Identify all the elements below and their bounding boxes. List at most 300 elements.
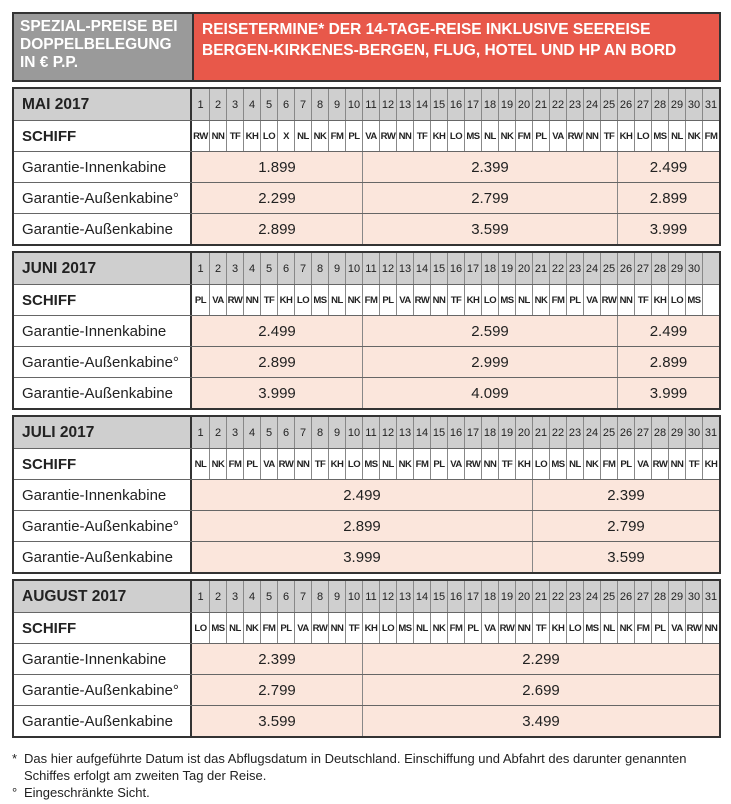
day-number: 1: [192, 581, 209, 612]
day-number: 20: [515, 253, 532, 284]
day-number: 13: [396, 253, 413, 284]
cabin-label: Garantie-Außenkabine°: [14, 347, 192, 377]
ship-code: NK: [685, 121, 702, 151]
ship-code: NL: [413, 613, 430, 643]
day-number: 20: [515, 581, 532, 612]
month-title: MAI 2017: [14, 89, 192, 120]
day-number: 5: [260, 581, 277, 612]
price-segments: [192, 644, 719, 674]
ship-code: MS: [498, 285, 515, 315]
price-value: 2.899: [192, 347, 362, 377]
ship-code: X: [277, 121, 294, 151]
day-number: 24: [583, 581, 600, 612]
month-block: [12, 251, 721, 410]
ship-code: NL: [226, 613, 243, 643]
day-number: 4: [243, 253, 260, 284]
day-number: 13: [396, 89, 413, 120]
ship-code: TF: [532, 613, 549, 643]
day-number: 7: [294, 253, 311, 284]
day-number: 14: [413, 253, 430, 284]
ship-code: RW: [464, 449, 481, 479]
ship-code: NL: [294, 121, 311, 151]
price-segments: [192, 542, 719, 572]
price-row: [14, 182, 719, 213]
ship-code: RW: [413, 285, 430, 315]
ship-code: TF: [226, 121, 243, 151]
day-number: 8: [311, 89, 328, 120]
ship-code: TF: [447, 285, 464, 315]
price-value: 1.899: [192, 152, 362, 182]
day-numbers: [192, 417, 719, 448]
day-number: 29: [668, 89, 685, 120]
day-number: 29: [668, 253, 685, 284]
day-number: 28: [651, 253, 668, 284]
day-number: 23: [566, 89, 583, 120]
day-number: 3: [226, 89, 243, 120]
ship-code: TF: [685, 449, 702, 479]
day-number: 31: [702, 417, 719, 448]
day-number: 14: [413, 581, 430, 612]
day-number: 19: [498, 89, 515, 120]
ship-codes: [192, 121, 719, 151]
ship-code: LO: [192, 613, 209, 643]
ship-code: MS: [209, 613, 226, 643]
day-number: 24: [583, 89, 600, 120]
price-value: 2.699: [362, 675, 719, 705]
day-number: 2: [209, 89, 226, 120]
ship-row: [14, 612, 719, 643]
ship-label: SCHIFF: [14, 121, 192, 151]
cabin-label: Garantie-Außenkabine°: [14, 675, 192, 705]
day-number: 11: [362, 417, 379, 448]
cabin-label: Garantie-Innenkabine: [14, 644, 192, 674]
day-number: 28: [651, 417, 668, 448]
price-value: 2.399: [192, 644, 362, 674]
day-number: 25: [600, 89, 617, 120]
ship-label: SCHIFF: [14, 285, 192, 315]
day-number: 17: [464, 89, 481, 120]
ship-code: VA: [362, 121, 379, 151]
day-number: 18: [481, 89, 498, 120]
ship-code: VA: [209, 285, 226, 315]
ship-code: NN: [328, 613, 345, 643]
ship-code: KH: [549, 613, 566, 643]
ship-code: MS: [651, 121, 668, 151]
ship-code: PL: [192, 285, 209, 315]
ship-code: NN: [583, 121, 600, 151]
ship-code: VA: [583, 285, 600, 315]
day-number: 13: [396, 581, 413, 612]
ship-code: NL: [600, 613, 617, 643]
ship-code: PL: [617, 449, 634, 479]
price-value: 3.999: [192, 542, 532, 572]
price-value: 2.999: [362, 347, 617, 377]
cabin-label: Garantie-Außenkabine°: [14, 511, 192, 541]
ship-code: TF: [413, 121, 430, 151]
price-value: 2.599: [362, 316, 617, 346]
price-segments: [192, 511, 719, 541]
ship-code: NN: [396, 121, 413, 151]
ship-code: NK: [345, 285, 362, 315]
ship-code: KH: [328, 449, 345, 479]
ship-code: LO: [260, 121, 277, 151]
ship-code: KH: [617, 121, 634, 151]
price-segments: [192, 183, 719, 213]
day-number: 29: [668, 581, 685, 612]
day-number: 3: [226, 253, 243, 284]
price-row: [14, 643, 719, 674]
price-value: 2.299: [362, 644, 719, 674]
month-title: JULI 2017: [14, 417, 192, 448]
ship-code: LO: [481, 285, 498, 315]
footnotes: [12, 750, 721, 801]
month-title: AUGUST 2017: [14, 581, 192, 612]
month-header-row: [14, 417, 719, 448]
price-value: 2.899: [617, 347, 719, 377]
ship-code: RW: [379, 121, 396, 151]
price-row: [14, 315, 719, 346]
table-header: [12, 12, 721, 82]
ship-code: NN: [430, 285, 447, 315]
day-number: 21: [532, 581, 549, 612]
cabin-label: Garantie-Außenkabine: [14, 378, 192, 408]
day-number: 24: [583, 417, 600, 448]
day-number: 16: [447, 581, 464, 612]
ship-code: NK: [311, 121, 328, 151]
day-number: 5: [260, 417, 277, 448]
price-value: 2.499: [617, 316, 719, 346]
price-value: 3.999: [617, 378, 719, 408]
ship-codes: [192, 613, 719, 643]
ship-row: [14, 120, 719, 151]
day-number: 30: [685, 581, 702, 612]
day-number: 8: [311, 253, 328, 284]
ship-code: TF: [498, 449, 515, 479]
ship-code: LO: [566, 613, 583, 643]
ship-code: RW: [566, 121, 583, 151]
ship-code: NN: [702, 613, 719, 643]
day-number: 16: [447, 89, 464, 120]
ship-code: NL: [481, 121, 498, 151]
day-number: 31: [702, 581, 719, 612]
price-value: 2.499: [617, 152, 719, 182]
price-row: [14, 479, 719, 510]
footnote-text: Eingeschränkte Sicht.: [24, 785, 150, 800]
ship-code: FM: [328, 121, 345, 151]
cabin-label: Garantie-Außenkabine: [14, 542, 192, 572]
day-number: 27: [634, 253, 651, 284]
day-number: 15: [430, 253, 447, 284]
day-number: 2: [209, 581, 226, 612]
month-title: JUNI 2017: [14, 253, 192, 284]
ship-code: FM: [702, 121, 719, 151]
footnote-mark: °: [12, 785, 18, 800]
ship-code: MS: [396, 613, 413, 643]
day-number: 9: [328, 253, 345, 284]
day-number: 19: [498, 417, 515, 448]
ship-code: FM: [226, 449, 243, 479]
ship-code: TF: [260, 285, 277, 315]
price-value: 2.899: [192, 511, 532, 541]
price-value: 2.299: [192, 183, 362, 213]
day-number: 20: [515, 89, 532, 120]
day-number: 25: [600, 417, 617, 448]
ship-code: RW: [600, 285, 617, 315]
day-number: [702, 253, 719, 284]
day-number: 18: [481, 417, 498, 448]
day-number: 12: [379, 253, 396, 284]
footnote: [12, 784, 721, 801]
ship-code: KH: [277, 285, 294, 315]
day-number: 6: [277, 253, 294, 284]
ship-code: PL: [243, 449, 260, 479]
day-number: 30: [685, 89, 702, 120]
day-number: 28: [651, 581, 668, 612]
ship-code: NK: [430, 613, 447, 643]
price-value: 3.999: [617, 214, 719, 244]
day-number: 27: [634, 417, 651, 448]
day-number: 7: [294, 581, 311, 612]
day-number: 26: [617, 253, 634, 284]
price-value: 3.499: [362, 706, 719, 736]
day-number: 30: [685, 253, 702, 284]
ship-code: LO: [532, 449, 549, 479]
day-number: 11: [362, 581, 379, 612]
ship-code: TF: [600, 121, 617, 151]
day-number: 23: [566, 581, 583, 612]
day-number: 16: [447, 253, 464, 284]
ship-code: TF: [311, 449, 328, 479]
ship-code: RW: [651, 449, 668, 479]
price-row: [14, 510, 719, 541]
ship-code: KH: [702, 449, 719, 479]
footnote-mark: *: [12, 751, 18, 766]
price-value: 2.399: [532, 480, 719, 510]
day-number: 17: [464, 417, 481, 448]
price-value: 3.999: [192, 378, 362, 408]
day-number: 26: [617, 581, 634, 612]
ship-code: RW: [685, 613, 702, 643]
price-value: 2.799: [362, 183, 617, 213]
ship-code: MS: [583, 613, 600, 643]
ship-row: [14, 284, 719, 315]
month-blocks: [12, 87, 721, 738]
ship-code: FM: [549, 285, 566, 315]
ship-code: VA: [294, 613, 311, 643]
ship-code: TF: [634, 285, 651, 315]
ship-code: PL: [345, 121, 362, 151]
day-number: 11: [362, 89, 379, 120]
price-segments: [192, 347, 719, 377]
ship-label: SCHIFF: [14, 613, 192, 643]
ship-code: NN: [515, 613, 532, 643]
ship-code: FM: [515, 121, 532, 151]
ship-code: NN: [209, 121, 226, 151]
price-value: 4.099: [362, 378, 617, 408]
ship-code: PL: [430, 449, 447, 479]
day-number: 2: [209, 253, 226, 284]
ship-code: KH: [651, 285, 668, 315]
ship-code: RW: [192, 121, 209, 151]
price-row: [14, 541, 719, 572]
day-number: 23: [566, 417, 583, 448]
ship-code: NL: [192, 449, 209, 479]
price-segments: [192, 480, 719, 510]
ship-code: MS: [685, 285, 702, 315]
ship-code: MS: [311, 285, 328, 315]
month-block: [12, 87, 721, 246]
day-numbers: [192, 581, 719, 612]
day-number: 5: [260, 253, 277, 284]
month-header-row: [14, 89, 719, 120]
ship-code: LO: [345, 449, 362, 479]
ship-code: VA: [447, 449, 464, 479]
ship-code: FM: [260, 613, 277, 643]
price-value: 2.499: [192, 480, 532, 510]
day-number: 24: [583, 253, 600, 284]
header-right-title: REISETERMINE* DER 14-TAGE-REISE INKLUSIVE SEEREISE BERGEN-KIRKENES-BERGEN, FLUG, HOTEL UND HP AN BORD: [194, 14, 719, 80]
ship-code: NL: [668, 121, 685, 151]
ship-code: NN: [294, 449, 311, 479]
day-number: 23: [566, 253, 583, 284]
price-value: 2.899: [192, 214, 362, 244]
ship-code: PL: [464, 613, 481, 643]
day-number: 8: [311, 581, 328, 612]
day-number: 12: [379, 89, 396, 120]
cabin-label: Garantie-Innenkabine: [14, 480, 192, 510]
price-value: 2.399: [362, 152, 617, 182]
day-number: 26: [617, 89, 634, 120]
day-number: 3: [226, 417, 243, 448]
day-number: 14: [413, 89, 430, 120]
ship-code: NL: [379, 449, 396, 479]
day-number: 7: [294, 89, 311, 120]
ship-code: LO: [634, 121, 651, 151]
ship-code: NN: [243, 285, 260, 315]
ship-code: KH: [243, 121, 260, 151]
price-table: [12, 12, 721, 738]
day-number: 9: [328, 581, 345, 612]
day-number: 22: [549, 581, 566, 612]
ship-code: FM: [600, 449, 617, 479]
day-number: 31: [702, 89, 719, 120]
day-number: 10: [345, 581, 362, 612]
price-segments: [192, 316, 719, 346]
day-number: 7: [294, 417, 311, 448]
day-number: 12: [379, 581, 396, 612]
day-number: 15: [430, 417, 447, 448]
day-number: 8: [311, 417, 328, 448]
ship-code: VA: [668, 613, 685, 643]
month-block: [12, 579, 721, 738]
day-number: 22: [549, 417, 566, 448]
day-number: 19: [498, 581, 515, 612]
day-number: 22: [549, 89, 566, 120]
ship-code: FM: [362, 285, 379, 315]
cabin-label: Garantie-Außenkabine: [14, 706, 192, 736]
day-number: 10: [345, 417, 362, 448]
ship-code: LO: [379, 613, 396, 643]
day-number: 4: [243, 417, 260, 448]
ship-code: NK: [498, 121, 515, 151]
ship-code: FM: [413, 449, 430, 479]
ship-code: VA: [396, 285, 413, 315]
day-number: 10: [345, 253, 362, 284]
ship-code: PL: [566, 285, 583, 315]
day-number: 17: [464, 253, 481, 284]
day-number: 28: [651, 89, 668, 120]
ship-code: NK: [209, 449, 226, 479]
price-value: 3.599: [192, 706, 362, 736]
price-value: 2.799: [192, 675, 362, 705]
price-row: [14, 346, 719, 377]
ship-code: NN: [617, 285, 634, 315]
day-number: 20: [515, 417, 532, 448]
ship-code: MS: [362, 449, 379, 479]
ship-code: VA: [634, 449, 651, 479]
day-number: 15: [430, 89, 447, 120]
ship-code: VA: [481, 613, 498, 643]
price-segments: [192, 214, 719, 244]
ship-code: VA: [549, 121, 566, 151]
price-segments: [192, 152, 719, 182]
day-number: 18: [481, 253, 498, 284]
ship-code: NK: [532, 285, 549, 315]
day-number: 11: [362, 253, 379, 284]
cabin-label: Garantie-Innenkabine: [14, 152, 192, 182]
ship-code: LO: [294, 285, 311, 315]
ship-code: PL: [651, 613, 668, 643]
day-number: 9: [328, 417, 345, 448]
ship-code: [702, 285, 719, 315]
ship-label: SCHIFF: [14, 449, 192, 479]
price-segments: [192, 706, 719, 736]
price-value: 2.799: [532, 511, 719, 541]
ship-code: RW: [226, 285, 243, 315]
ship-codes: [192, 449, 719, 479]
cabin-label: Garantie-Außenkabine°: [14, 183, 192, 213]
ship-code: KH: [430, 121, 447, 151]
price-row: [14, 674, 719, 705]
day-number: 2: [209, 417, 226, 448]
ship-code: LO: [447, 121, 464, 151]
ship-row: [14, 448, 719, 479]
ship-code: FM: [634, 613, 651, 643]
price-row: [14, 377, 719, 408]
day-number: 12: [379, 417, 396, 448]
ship-code: NK: [396, 449, 413, 479]
day-number: 6: [277, 417, 294, 448]
day-number: 14: [413, 417, 430, 448]
ship-code: NN: [481, 449, 498, 479]
ship-code: VA: [260, 449, 277, 479]
day-numbers: [192, 253, 719, 284]
ship-code: NK: [243, 613, 260, 643]
cabin-label: Garantie-Außenkabine: [14, 214, 192, 244]
ship-code: PL: [379, 285, 396, 315]
ship-code: NN: [668, 449, 685, 479]
ship-code: KH: [515, 449, 532, 479]
price-row: [14, 213, 719, 244]
ship-code: PL: [532, 121, 549, 151]
day-number: 25: [600, 253, 617, 284]
day-number: 29: [668, 417, 685, 448]
day-number: 22: [549, 253, 566, 284]
ship-code: KH: [464, 285, 481, 315]
price-row: [14, 151, 719, 182]
price-row: [14, 705, 719, 736]
ship-code: NK: [617, 613, 634, 643]
